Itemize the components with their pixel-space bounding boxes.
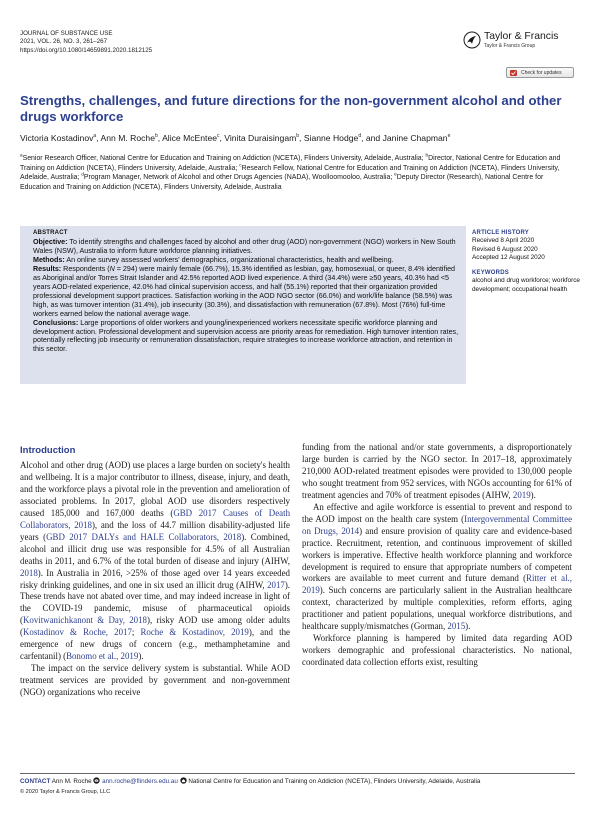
- received-date: Received 8 April 2020: [472, 237, 535, 245]
- results-pre: Respondents (: [61, 264, 110, 273]
- paragraph: The impact on the service delivery system is substantial. While AOD treatment services are provided by government and non-government (NGO) organizations who receive: [20, 663, 290, 698]
- text-run: ). Such concerns are particularly salient in the Australian healthcare context, characterized by multiple complexities, reform efforts, aging practitioner and patient populations, unequal workforce distributions, and healthcare supply/mismatches (Gorman,: [302, 585, 572, 632]
- introduction-heading: Introduction: [20, 445, 76, 456]
- affiliation: Director, National Centre for Education and Training on Addiction (NCETA), Flinders University, Adelaide, Australia;: [20, 155, 561, 172]
- abstract-results: [33, 265, 461, 319]
- citation-link[interactable]: Intergovernmental Committee on Drugs, 2014: [302, 513, 573, 536]
- publisher-logo[interactable]: [463, 30, 575, 54]
- text-run: ) and ensure provision of quality care and evidence-based practice. Recruitment, retention, and continuous improvement of skilled workers is imperative. Effective health workforce planning and workforce development is required to ensure that appropriate numbers of competent workers are available to meet current and future demand (: [302, 525, 572, 584]
- keywords-list: alcohol and drug workforce; workforce development; occupational health: [472, 277, 580, 293]
- paragraph: Workforce planning is hampered by limited data regarding AOD workers demographic and professional characteristics. No national, coordinated data collection efforts exist, resulting: [302, 633, 572, 668]
- check-updates-label: Check for updates: [521, 70, 562, 76]
- abstract-content: [33, 229, 461, 354]
- text-run: ). Combined, alcohol and illicit drug use was responsible for 4.5% of all Australian deaths in 2011, and 6.7% of the total burden of disease and injury (AIHW,: [20, 531, 290, 566]
- author-separator: ,: [219, 133, 225, 143]
- results-n: N: [109, 264, 115, 273]
- contact-line: [20, 777, 580, 786]
- citation-link[interactable]: Kostadinov & Roche, 2017: [22, 627, 132, 638]
- email-icon: [93, 777, 100, 784]
- author-name[interactable]: Victoria Kostadinov: [20, 133, 94, 143]
- citation-link[interactable]: Roche & Kostadinov, 2019: [140, 627, 249, 638]
- contact-label: CONTACT: [20, 778, 51, 785]
- affiliation: Deputy Director (Research), National Centre for Education and Training on Addiction (NCETA), Flinders University, Adelaide, Australia: [20, 174, 544, 191]
- affil-mark: c: [239, 162, 242, 168]
- article-title: Strengths, challenges, and future directions for the non-government alcohol and other drugs workforce: [20, 93, 562, 124]
- journal-issue: 2021, VOL. 26, NO. 3, 261–267: [20, 38, 108, 46]
- journal-doi[interactable]: https://doi.org/10.1080/14659891.2020.1812125: [20, 46, 153, 54]
- text-run: ), and the emergence of new drugs of concern (e.g., methamphetamine and carfentanil) (: [20, 627, 290, 662]
- text-run: ).: [465, 621, 471, 632]
- citation-link[interactable]: Ritter et al., 2019: [302, 573, 572, 596]
- author-affil-mark: b: [296, 133, 300, 140]
- text-run: ), risky AOD use among older adults (: [20, 615, 290, 638]
- article-sidebar: [472, 229, 582, 294]
- methods-label: Methods:: [33, 255, 65, 264]
- results-text: = 294) were mainly female (66.7%), 15.3% identified as lesbian, gay, homosexual, or queer, 8.4% identified as Aboriginal and/or Torres Strait Islander and 42.5% reported AOD lived experience. A third (34.4%) were ≥50 years, 40.3% had <5 years AOD-related experience, 42.0% had clinical supervision access, and half (55.1%) reported that their organization provided professional development support practices. Satisfaction working in the AOD NGO sector (66.0%) and work/life balance (58.5%) was high, as was turnover intention (31.4%), job insecurity (30.3%), and dissatisfaction with remuneration (67.8%). Most (76%) full-time workers earned below the national average wage.: [33, 264, 456, 318]
- body-column-right: [302, 442, 572, 669]
- text-run: An effective and agile workforce is essential to prevent and respond to the AOD impost on the health care system (: [302, 501, 572, 524]
- contact-address: National Centre for Education and Training on Addiction (NCETA), Flinders University, Adelaide, Australia: [188, 778, 481, 785]
- abstract-box: [20, 226, 466, 384]
- author-name[interactable]: Alice McEntee: [162, 133, 218, 143]
- publisher-name: Taylor & Francis: [484, 31, 559, 42]
- paragraph: [302, 442, 572, 502]
- citation-link[interactable]: 2017: [267, 579, 285, 590]
- revised-date: Revised 6 August 2020: [472, 245, 538, 253]
- author-name[interactable]: Vinita Duraisingam: [224, 133, 297, 143]
- author-affil-mark: c: [217, 133, 220, 140]
- paragraph: [302, 502, 572, 633]
- contact-name: Ann M. Roche: [51, 778, 92, 785]
- affil-mark: a: [20, 152, 23, 158]
- conclusions-label: Conclusions:: [33, 318, 79, 327]
- citation-link[interactable]: 2019: [512, 489, 531, 500]
- abstract-heading: ABSTRACT: [33, 230, 68, 236]
- author-separator: ,: [299, 133, 304, 143]
- affil-mark: d: [81, 171, 84, 177]
- author-affil-mark: b: [154, 133, 158, 140]
- text-run: funding from the national and/or state governments, a disproportionately large burden is carried by the NGO sector. In 2017–18, approximately 210,000 AOD-related treatment episodes were provided to 130,000 people who sought treatment from 952 services, with NGOs accounting for 61% of treatment agencies and 70% of treatment episodes (AIHW,: [302, 442, 572, 500]
- author-name[interactable]: Sianne Hodge: [303, 133, 359, 143]
- text-run: ;: [131, 627, 141, 638]
- keywords-heading: KEYWORDS: [472, 270, 509, 277]
- author-affil-mark: e: [447, 133, 451, 140]
- conclusions-text: Large proportions of older workers and young/inexperienced workers necessitate specific workforce planning and development action. Professional development and supervision access are priority areas for remediation. High turnover intention rates, potentially reflecting job insecurity or remuneration dissatisfaction, require strategies to increase workforce attraction, and retention in this sector.: [33, 318, 459, 354]
- footer-divider: [20, 773, 575, 774]
- author-name[interactable]: Ann M. Roche: [100, 133, 155, 143]
- affiliation: Research Fellow, National Centre for Education and Training on Addiction (NCETA), Flinders University, Adelaide, Australia;: [20, 164, 560, 182]
- objective-label: Objective:: [33, 238, 68, 246]
- citation-link[interactable]: Kovitwanichkanont & Day, 2018: [22, 615, 147, 626]
- text-run: ). In Australia in 2016, >25% of those aged over 14 years exceeded risky drinking guidelines, and one in six used an illicit drug (AIHW,: [20, 567, 290, 590]
- citation-link[interactable]: Bonomo et al., 2019: [66, 651, 139, 662]
- author-affil-mark: a: [93, 133, 97, 140]
- abstract-objective: [33, 238, 461, 256]
- author-list: [20, 133, 580, 144]
- author-affil-mark: d: [358, 133, 362, 140]
- methods-text: An online survey assessed workers' demographics, organizational characteristics, health and wellbeing.: [64, 255, 394, 264]
- publisher-group: Taylor & Francis Group: [484, 43, 536, 49]
- objective-text: To identify strengths and challenges faced by alcohol and other drug (AOD) non-government (NGO) workers in New South Wales (NSW), Australia to inform future workforce planning initiatives.: [33, 238, 456, 255]
- citation-link[interactable]: 2018: [20, 567, 38, 578]
- affiliations: [20, 154, 574, 192]
- citation-link[interactable]: GBD 2017 Causes of Death Collaborators, 2018: [20, 507, 291, 530]
- citation-link[interactable]: 2015: [447, 621, 466, 632]
- paragraph: [20, 460, 290, 663]
- address-icon: [180, 777, 187, 784]
- citation-link[interactable]: GBD 2017 DALYs and HALE Collaborators, 2018: [46, 531, 242, 542]
- abstract-conclusions: [33, 319, 461, 355]
- body-column-left: [20, 444, 290, 699]
- author-separator: ,: [96, 133, 101, 143]
- text-run: ). These trends have not abated over time, and may indeed increase in light of the COVID-19 pandemic, misuse of pharmaceutical opioids (: [20, 579, 290, 626]
- author-separator: ,: [157, 133, 163, 143]
- spacer: [472, 262, 582, 269]
- check-updates-button[interactable]: [506, 67, 574, 78]
- journal-name: JOURNAL OF SUBSTANCE USE: [20, 30, 113, 37]
- article-history-heading: ARTICLE HISTORY: [472, 230, 530, 236]
- copyright: © 2020 Taylor & Francis Group, LLC: [20, 789, 111, 795]
- check-updates-icon: [510, 70, 517, 76]
- affil-mark: e: [394, 171, 397, 177]
- affil-mark: b: [425, 152, 429, 158]
- affiliation: Program Manager, Network of Alcohol and other Drugs Agencies (NADA), Woolloomooloo, Australia;: [83, 174, 395, 182]
- contact-email-link[interactable]: ann.roche@flinders.edu.au: [102, 778, 178, 785]
- journal-info: [20, 30, 280, 55]
- accepted-date: Accepted 12 August 2020: [472, 253, 545, 261]
- abstract-methods: [33, 256, 461, 265]
- text-run: ), and the loss of 44.7 million disability-adjusted life years (: [20, 519, 290, 542]
- author-name[interactable]: Janine Chapman: [382, 133, 448, 143]
- author-separator: , and: [361, 133, 383, 143]
- affiliation: Senior Research Officer, National Centre for Education and Training on Addiction (NCETA), Flinders University, Adelaide, Australia;: [22, 155, 426, 162]
- taylor-francis-logo-icon: [463, 31, 481, 49]
- text-run: ).: [138, 651, 144, 662]
- text-run: Alcohol and other drug (AOD) use places a large burden on society's health and wellbeing. It is a major contributor to illness, disease, injury, and death, and the workforce plays a pivotal role in the prevention and amelioration of associated problems. In 2017, global AOD use disorders respectively caused 185,000 and 167,000 deaths (: [20, 460, 290, 518]
- text-run: ).: [530, 489, 536, 500]
- results-label: Results:: [33, 264, 62, 273]
